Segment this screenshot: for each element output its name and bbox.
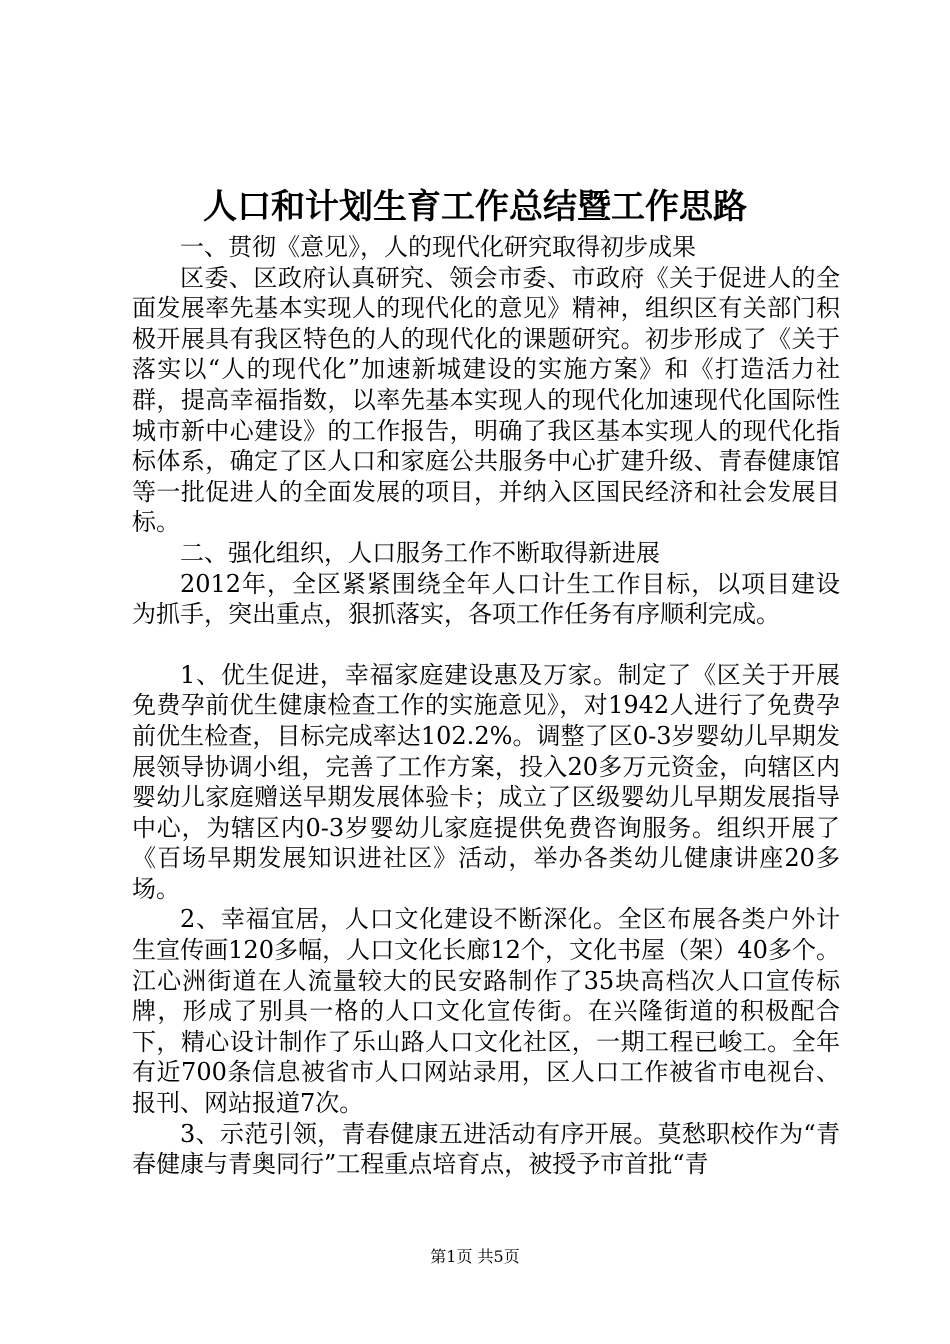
section-heading-2: 二、强化组织，人口服务工作不断取得新进展 (180, 538, 660, 567)
paragraph: 2、幸福宜居，人口文化建设不断深化。全区布展各类户外计生宣传画120多幅，人口文化长廊12个，文化书屋（架）40多个。江心洲街道在人流量较大的民安路制作了35块高档次人口宣传标牌，形成了别具一格的人口文化宣传街。在兴隆街道的积极配合下，精心设计制作了乐山路人口文化社区，一期工程已峻工。全年有近700条信息被省市人口网站录用，区人口工作被省市电视台、报刊、网站报道7次。 (132, 905, 840, 1118)
paragraph: 2012年，全区紧紧围绕全年人口计生工作目标，以项目建设为抓手，突出重点，狠抓落实，各项工作任务有序顺利完成。 (132, 569, 840, 629)
document-title: 人口和计划生育工作总结暨工作思路 (203, 187, 747, 227)
page-number-footer: 第1页 共5页 (430, 1247, 520, 1266)
paragraph: 1、优生促进，幸福家庭建设惠及万家。制定了《区关于开展免费孕前优生健康检查工作的实施意见》，对1942人进行了免费孕前优生检查，目标完成率达102.2%。调整了区0-3岁婴幼儿早期发展领导协调小组，完善了工作方案，投入20多万元资金，向辖区内婴幼儿家庭赠送早期发展体验卡；成立了区级婴幼儿早期发展指导中心，为辖区内0-3岁婴幼儿家庭提供免费咨询服务。组织开展了《百场早期发展知识进社区》活动，举办各类幼儿健康讲座20多场。 (132, 660, 840, 903)
document-body (132, 232, 840, 1180)
paragraph: 3、示范引领，青春健康五进活动有序开展。莫愁职校作为“青春健康与青奥同行”工程重点培育点，被授予市首批“青 (132, 1119, 840, 1179)
paragraph: 区委、区政府认真研究、领会市委、市政府《关于促进人的全面发展率先基本实现人的现代化的意见》精神，组织区有关部门积极开展具有我区特色的人的现代化的课题研究。初步形成了《关于落实以“人的现代化”加速新城建设的实施方案》和《打造活力社群，提高幸福指数，以率先基本实现人的现代化加速现代化国际性城市新中心建设》的工作报告，明确了我区基本实现人的现代化指标体系，确定了区人口和家庭公共服务中心扩建升级、青春健康馆等一批促进人的全面发展的项目，并纳入区国民经济和社会发展目标。 (132, 263, 840, 537)
section-heading-1: 一、贯彻《意见》，人的现代化研究取得初步成果 (180, 233, 696, 261)
